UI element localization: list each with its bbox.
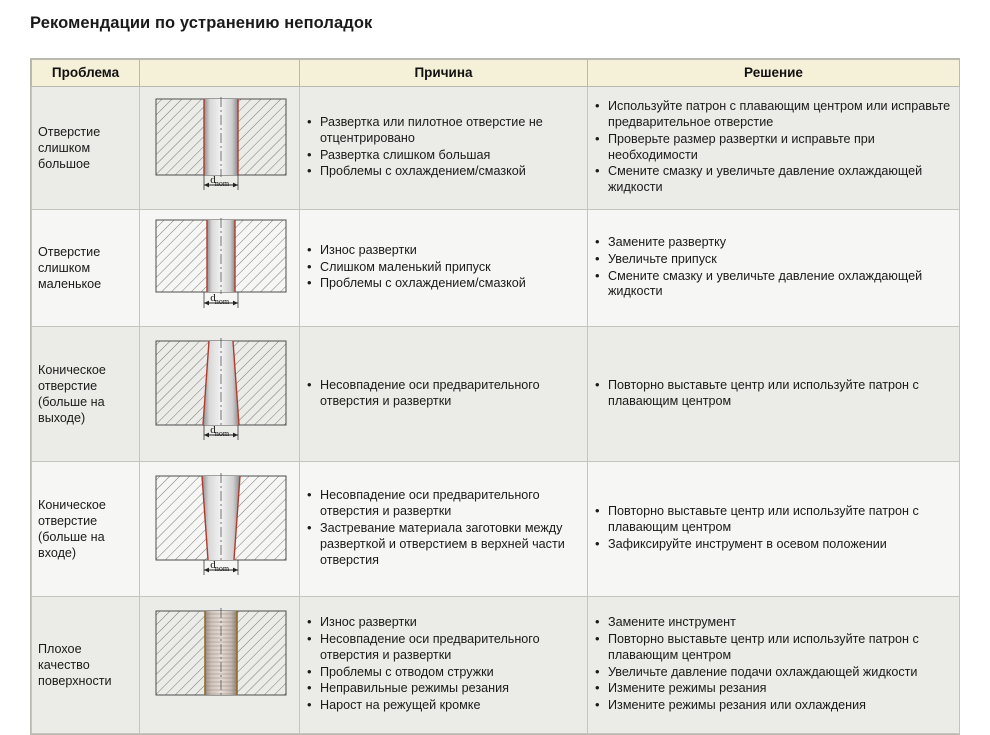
poor-surface-finish-diagram [140,597,300,734]
solution-item: • Проверьте размер развертки и исправьте при необходимости [594,132,953,164]
svg-text:d: d [210,424,216,436]
table-row [32,210,960,327]
row-causes [300,462,588,597]
row-solutions [588,87,960,210]
cause-item: • Нарост на режущей кромке [306,698,581,714]
solution-item: • Используйте патрон с плавающим центром или исправьте предварительное отверстие [594,99,953,131]
cause-item: • Несовпадение оси предварительного отверстия и развертки [306,378,581,410]
solution-item: • Увеличьте давление подачи охлаждающей жидкости [594,665,953,681]
solution-item: • Повторно выставьте центр или используйте патрон с плавающим центром [594,378,953,410]
row-causes [300,210,588,327]
row-solutions [588,327,960,462]
page-title: Рекомендации по устранению неполадок [30,14,373,32]
table-header-row [32,60,960,87]
cause-item: • Застревание материала заготовки между разверткой и отверстием в верхней части отверстия [306,521,581,569]
taper-exit-figure [146,335,296,453]
troubleshooting-table [31,59,960,734]
table-row [32,462,960,597]
header-problem: Проблема [32,60,140,87]
solution-item: • Замените развертку [594,235,953,251]
svg-text:nom: nom [214,179,230,188]
solution-item: • Зафиксируйте инструмент в осевом положении [594,537,953,553]
taper-entry-figure [146,470,296,588]
svg-text:d: d [210,559,216,571]
row-solutions [588,210,960,327]
header-cause: Причина [300,60,588,87]
row-problem-label: Отверстие слишком маленькое [32,210,140,327]
row-problem-label: Коническое отверстие (больше на входе) [32,462,140,597]
cause-item: • Развертка слишком большая [306,148,581,164]
cause-item: • Износ развертки [306,243,581,259]
hole-too-small-diagram [140,210,300,327]
solution-item: • Увеличьте припуск [594,252,953,268]
table-row [32,327,960,462]
solution-item: • Повторно выставьте центр или используйте патрон с плавающим центром [594,632,953,664]
svg-text:d: d [210,174,216,186]
cause-item: • Проблемы с отводом стружки [306,665,581,681]
header-figure [140,60,300,87]
cause-item: • Несовпадение оси предварительного отверстия и развертки [306,488,581,520]
hole-too-large-diagram [140,87,300,210]
row-causes [300,87,588,210]
taper-wider-at-exit-diagram [140,327,300,462]
taper-wider-at-entry-diagram [140,462,300,597]
cause-item: • Несовпадение оси предварительного отверстия и развертки [306,632,581,664]
header-solution: Решение [588,60,960,87]
row-causes [300,597,588,734]
solution-item: • Измените режимы резания [594,681,953,697]
table-row [32,87,960,210]
row-solutions [588,597,960,734]
solution-item: • Замените инструмент [594,615,953,631]
svg-text:nom: nom [214,429,230,438]
solution-item: • Смените смазку и увеличьте давление охлаждающей жидкости [594,269,953,301]
row-problem-label: Коническое отверстие (больше на выходе) [32,327,140,462]
solution-item: • Смените смазку и увеличьте давление охлаждающей жидкости [594,164,953,196]
row-solutions [588,462,960,597]
row-causes [300,327,588,462]
poor-finish-figure [146,605,296,725]
solution-item: • Измените режимы резания или охлаждения [594,698,953,714]
cause-item: • Проблемы с охлаждением/смазкой [306,164,581,180]
cause-item: • Развертка или пилотное отверстие не отцентрировано [306,115,581,147]
row-problem-label: Плохое качество поверхности [32,597,140,734]
hole-too-small-figure [146,218,296,318]
solution-item: • Повторно выставьте центр или используйте патрон с плавающим центром [594,504,953,536]
svg-text:nom: nom [214,564,230,573]
table-row [32,597,960,734]
cause-item: • Слишком маленький припуск [306,260,581,276]
svg-text:nom: nom [214,297,230,306]
svg-text:d: d [210,292,216,304]
row-problem-label: Отверстие слишком большое [32,87,140,210]
troubleshooting-table-wrapper [30,58,960,735]
hole-too-large-figure [146,95,296,201]
cause-item: • Износ развертки [306,615,581,631]
cause-item: • Неправильные режимы резания [306,681,581,697]
cause-item: • Проблемы с охлаждением/смазкой [306,276,581,292]
